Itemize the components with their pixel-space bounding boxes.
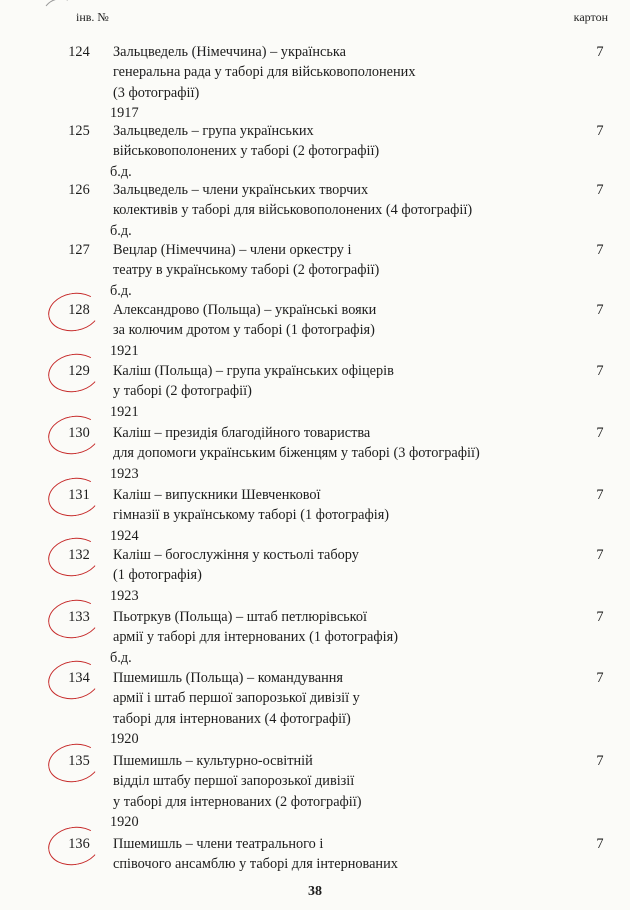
description-line: військовополонених у таборі (2 фотографії): [113, 143, 380, 160]
page-number: 38: [308, 884, 322, 899]
description-line: співочого ансамблю у таборі для інтернованих: [113, 856, 398, 873]
entry-box-number: 7: [596, 363, 604, 379]
description-line: (3 фотографії): [113, 84, 200, 101]
entry-date: б.д.: [110, 163, 132, 180]
description-line: у таборі (2 фотографії): [113, 383, 252, 400]
description-line: Зальцведель – група українських: [113, 123, 314, 139]
entry-number: 136: [68, 836, 90, 852]
entry-date: 1917: [110, 105, 139, 122]
description-line: Каліш (Польща) – група українських офіцерів: [113, 363, 394, 379]
entry-number: 127: [68, 242, 90, 258]
description-line: генеральна рада у таборі для військовополонених: [113, 64, 416, 81]
entry-box-number: 7: [596, 242, 604, 258]
entry-description: [110, 485, 583, 546]
entry-description: [110, 607, 583, 668]
description-line: Зальцведель – члени українських творчих: [113, 182, 369, 198]
description-line: гімназії в українському таборі (1 фотографія): [113, 507, 390, 524]
inventory-number-header: інв. №: [76, 10, 109, 24]
entry-description: [110, 42, 583, 124]
entry-box-number: 7: [596, 487, 604, 503]
entry-box-number: 7: [596, 44, 604, 60]
description-line: для допомоги українським біженцям у таборі (3 фотографії): [113, 445, 480, 462]
entry-box-number: 7: [596, 670, 604, 686]
description-line: Пшемишль – члени театрального і: [113, 836, 324, 852]
description-line: Пшемишль – культурно-освітній: [113, 753, 313, 769]
entry-box-number: 7: [596, 425, 604, 441]
entry-description: [110, 423, 583, 484]
entry-number: 124: [68, 44, 90, 60]
entry-box-number: 7: [596, 123, 604, 139]
entry-box-number: 7: [596, 302, 604, 318]
description-line: відділ штабу першої запорозької дивізії: [113, 773, 355, 790]
entry-number: 134: [68, 670, 90, 686]
description-line: Вецлар (Німеччина) – члени оркестру і: [113, 242, 352, 258]
entry-number: 133: [68, 609, 90, 625]
entry-box-number: 7: [596, 753, 604, 769]
entry-box-number: 7: [596, 547, 604, 563]
entry-number: 125: [68, 123, 90, 139]
entry-description: [110, 751, 583, 833]
description-line: Каліш – президія благодійного товариства: [113, 425, 371, 441]
entry-number: 131: [68, 487, 90, 503]
description-line: Каліш – випускники Шевченкової: [113, 487, 321, 503]
description-line: Пьотркув (Польща) – штаб петлюрівської: [113, 609, 368, 625]
description-line: армії і штаб першої запорозької дивізії у: [113, 690, 360, 707]
entry-box-number: 7: [596, 836, 604, 852]
entry-description: [110, 180, 583, 241]
entry-number: 130: [68, 425, 90, 441]
entry-number: 126: [68, 182, 90, 198]
entry-box-number: 7: [596, 182, 604, 198]
entry-date: 1924: [110, 527, 139, 544]
entry-date: б.д.: [110, 282, 132, 299]
entry-box-number: 7: [596, 609, 604, 625]
entry-number: 128: [68, 302, 90, 318]
entry-date: б.д.: [110, 222, 132, 239]
description-line: Каліш – богослужіння у костьолі табору: [113, 547, 359, 563]
entry-description: [110, 545, 583, 606]
entry-description: [110, 121, 583, 182]
description-line: Зальцведель (Німеччина) – українська: [113, 44, 346, 60]
description-line: армії у таборі для інтернованих (1 фотографія): [113, 629, 398, 646]
entry-number: 132: [68, 547, 90, 563]
description-line: (1 фотографія): [113, 567, 202, 584]
entry-description: [110, 668, 583, 750]
entry-date: 1923: [110, 465, 139, 482]
description-line: театру в українському таборі (2 фотографії): [113, 262, 380, 279]
description-line: за колючим дротом у таборі (1 фотографія): [113, 322, 375, 339]
description-line: Пшемишль (Польща) – командування: [113, 670, 343, 686]
description-line: таборі для інтернованих (4 фотографії): [113, 710, 351, 727]
description-line: колективів у таборі для військовополонених (4 фотографії): [113, 202, 473, 219]
pencil-scribble-mark: [44, 0, 70, 10]
description-line: у таборі для інтернованих (2 фотографії): [113, 793, 362, 810]
entry-date: 1921: [110, 403, 139, 420]
entry-date: б.д.: [110, 649, 132, 666]
entry-description: [113, 834, 583, 875]
entry-date: 1920: [110, 731, 139, 748]
entry-number: 135: [68, 753, 90, 769]
entry-date: 1920: [110, 814, 139, 831]
entry-date: 1921: [110, 342, 139, 359]
entry-number: 129: [68, 363, 90, 379]
description-line: Александрово (Польща) – українські вояки: [113, 302, 377, 318]
entry-description: [110, 240, 583, 301]
entry-description: [110, 361, 583, 422]
box-header: картон: [573, 10, 608, 24]
entry-description: [110, 300, 583, 361]
entry-date: 1923: [110, 587, 139, 604]
